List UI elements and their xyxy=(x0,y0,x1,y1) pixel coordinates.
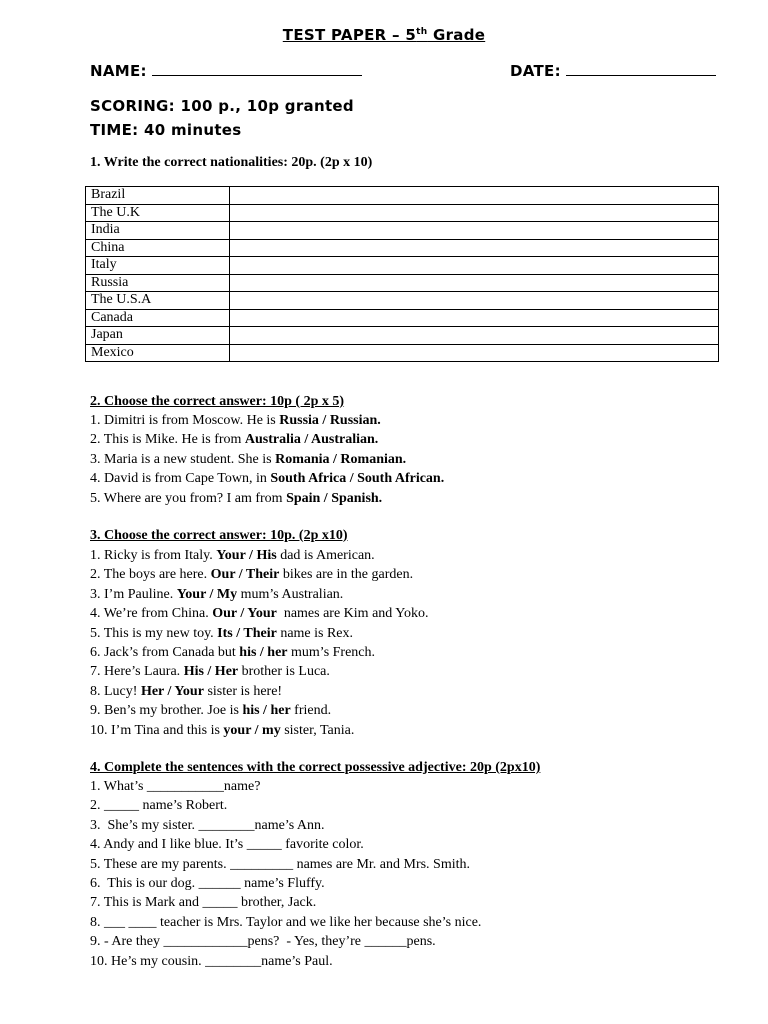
q3-heading: 3. Choose the correct answer: 10p. (2p x10) xyxy=(90,528,348,543)
answer-choices[interactable]: his / her xyxy=(239,645,288,661)
sentence-text: name is Rex. xyxy=(276,625,354,641)
answer-choices[interactable]: your / my xyxy=(223,722,281,738)
nationality-answer-cell[interactable] xyxy=(230,327,719,345)
list-item xyxy=(90,604,428,623)
answer-choices[interactable]: Australia / Australian. xyxy=(244,432,379,448)
sentence-text: 4. David is from Cape Town, in xyxy=(90,471,271,487)
sentence-text: dad is American. xyxy=(276,548,375,563)
name-label: NAME: xyxy=(90,62,147,80)
sentence-text: mum’s Australian. xyxy=(237,586,344,602)
sentence-text: 2. This is Mike. He is from xyxy=(90,432,245,448)
list-item xyxy=(90,643,428,662)
nationality-answer-cell[interactable] xyxy=(230,344,719,362)
answer-choices[interactable]: Its / Their xyxy=(217,625,277,641)
table-row xyxy=(86,327,719,345)
answer-choices[interactable]: Russia / Russian. xyxy=(279,413,381,428)
answer-choices[interactable]: His / Her xyxy=(183,664,239,680)
name-blank[interactable] xyxy=(152,62,362,76)
table-row xyxy=(86,309,719,327)
sentence-text: 7. Here’s Laura. xyxy=(90,664,184,680)
name-row xyxy=(90,62,362,80)
page-title xyxy=(0,26,768,44)
list-item xyxy=(90,682,428,701)
title-sup: th xyxy=(416,27,428,37)
list-item[interactable]: 8. ___ ____ teacher is Mrs. Taylor and we like her because she’s nice. xyxy=(90,914,482,930)
list-item xyxy=(90,721,428,740)
country-cell: Japan xyxy=(86,327,230,345)
q2-heading: 2. Choose the correct answer: 10p ( 2p x 5) xyxy=(90,394,345,409)
country-cell: Russia xyxy=(86,274,230,292)
scoring-text: SCORING: 100 p., 10p granted xyxy=(90,97,354,115)
q4-list xyxy=(90,777,481,971)
list-item[interactable]: 7. This is Mark and _____ brother, Jack. xyxy=(90,895,317,911)
q4-heading: 4. Complete the sentences with the correct possessive adjective: 20p (2px10) xyxy=(90,760,541,775)
nationality-answer-cell[interactable] xyxy=(230,239,719,257)
sentence-text: 3. I’m Pauline. xyxy=(90,586,177,602)
sentence-text: 5. Where are you from? I am from xyxy=(90,490,287,506)
sentence-text: 9. Ben’s my brother. Joe is xyxy=(90,703,243,719)
answer-choices[interactable]: Our / Your xyxy=(212,606,277,622)
date-row xyxy=(510,62,716,80)
list-item[interactable]: 10. He’s my cousin. ________name’s Paul. xyxy=(90,953,333,969)
list-item xyxy=(90,565,428,584)
date-label: DATE: xyxy=(510,62,561,80)
table-row xyxy=(86,274,719,292)
list-item xyxy=(90,701,428,720)
country-cell: The U.S.A xyxy=(86,292,230,310)
sentence-text: sister is here! xyxy=(203,683,283,699)
answer-choices[interactable]: Your / His xyxy=(216,548,277,563)
table-row xyxy=(86,257,719,275)
list-item xyxy=(90,430,444,449)
list-item xyxy=(90,546,428,565)
date-blank[interactable] xyxy=(566,62,716,76)
list-item xyxy=(90,450,444,469)
sentence-text: 6. Jack’s from Canada but xyxy=(90,645,240,661)
table-row xyxy=(86,344,719,362)
q2-list xyxy=(90,411,444,508)
list-item[interactable]: 2. _____ name’s Robert. xyxy=(90,798,228,814)
sentence-text: friend. xyxy=(290,703,332,719)
sentence-text: 10. I’m Tina and this is xyxy=(90,722,224,738)
list-item[interactable]: 4. Andy and I like blue. It’s _____ favorite color. xyxy=(90,837,364,853)
answer-choices[interactable]: Your / My xyxy=(176,586,238,602)
sentence-text: bikes are in the garden. xyxy=(279,567,414,583)
country-cell: The U.K xyxy=(86,204,230,222)
country-cell: Canada xyxy=(86,309,230,327)
country-cell: India xyxy=(86,222,230,240)
list-item xyxy=(90,489,444,508)
answer-choices[interactable]: Romania / Romanian. xyxy=(275,451,407,467)
list-item[interactable]: 5. These are my parents. _________ names are Mr. and Mrs. Smith. xyxy=(90,856,471,872)
country-cell: China xyxy=(86,239,230,257)
sentence-text: 4. We’re from China. xyxy=(90,606,213,622)
answer-choices[interactable]: South Africa / South African. xyxy=(270,471,445,487)
list-item xyxy=(90,624,428,643)
list-item xyxy=(90,411,444,430)
sentence-text: 8. Lucy! xyxy=(90,683,141,699)
sentence-text: 3. Maria is a new student. She is xyxy=(90,451,276,467)
nationality-answer-cell[interactable] xyxy=(230,309,719,327)
list-item xyxy=(90,662,428,681)
table-row xyxy=(86,187,719,205)
q3-list xyxy=(90,546,428,740)
list-item xyxy=(90,469,444,488)
table-row xyxy=(86,204,719,222)
answer-choices[interactable]: Our / Their xyxy=(210,567,280,583)
table-row xyxy=(86,292,719,310)
list-item xyxy=(90,585,428,604)
sentence-text: 1. Dimitri is from Moscow. He is xyxy=(90,413,280,428)
time-text: TIME: 40 minutes xyxy=(90,121,242,139)
sentence-text: names are Kim and Yoko. xyxy=(276,606,429,622)
list-item[interactable]: 3. She’s my sister. ________name’s Ann. xyxy=(90,817,325,833)
sentence-text: brother is Luca. xyxy=(238,664,330,680)
title-main: TEST PAPER – 5 xyxy=(282,26,417,44)
nationality-answer-cell[interactable] xyxy=(230,274,719,292)
country-cell: Italy xyxy=(86,257,230,275)
sentence-text: sister, Tania. xyxy=(280,722,355,738)
list-item[interactable]: 6. This is our dog. ______ name’s Fluffy. xyxy=(90,876,325,892)
table-row xyxy=(86,239,719,257)
answer-choices[interactable]: his / her xyxy=(242,703,291,719)
nationality-answer-cell[interactable] xyxy=(230,257,719,275)
country-cell: Brazil xyxy=(86,187,230,205)
sentence-text: mum’s French. xyxy=(287,645,376,661)
country-cell: Mexico xyxy=(86,344,230,362)
nationality-answer-cell[interactable] xyxy=(230,187,719,205)
nationality-answer-cell[interactable] xyxy=(230,204,719,222)
list-item[interactable]: 1. What’s ___________name? xyxy=(90,779,261,794)
title-end: Grade xyxy=(427,26,486,44)
list-item[interactable]: 9. - Are they ____________pens? - Yes, they’re ______pens. xyxy=(90,934,436,950)
sentence-text: 2. The boys are here. xyxy=(90,567,211,583)
q1-heading: 1. Write the correct nationalities: 20p. (2p x 10) xyxy=(90,155,373,170)
answer-choices[interactable]: Her / Your xyxy=(140,683,204,699)
sentence-text: 5. This is my new toy. xyxy=(90,625,218,641)
answer-choices[interactable]: Spain / Spanish. xyxy=(286,490,383,506)
sentence-text: 1. Ricky is from Italy. xyxy=(90,548,217,563)
nationalities-table xyxy=(85,186,719,362)
nationality-answer-cell[interactable] xyxy=(230,292,719,310)
table-row xyxy=(86,222,719,240)
nationality-answer-cell[interactable] xyxy=(230,222,719,240)
